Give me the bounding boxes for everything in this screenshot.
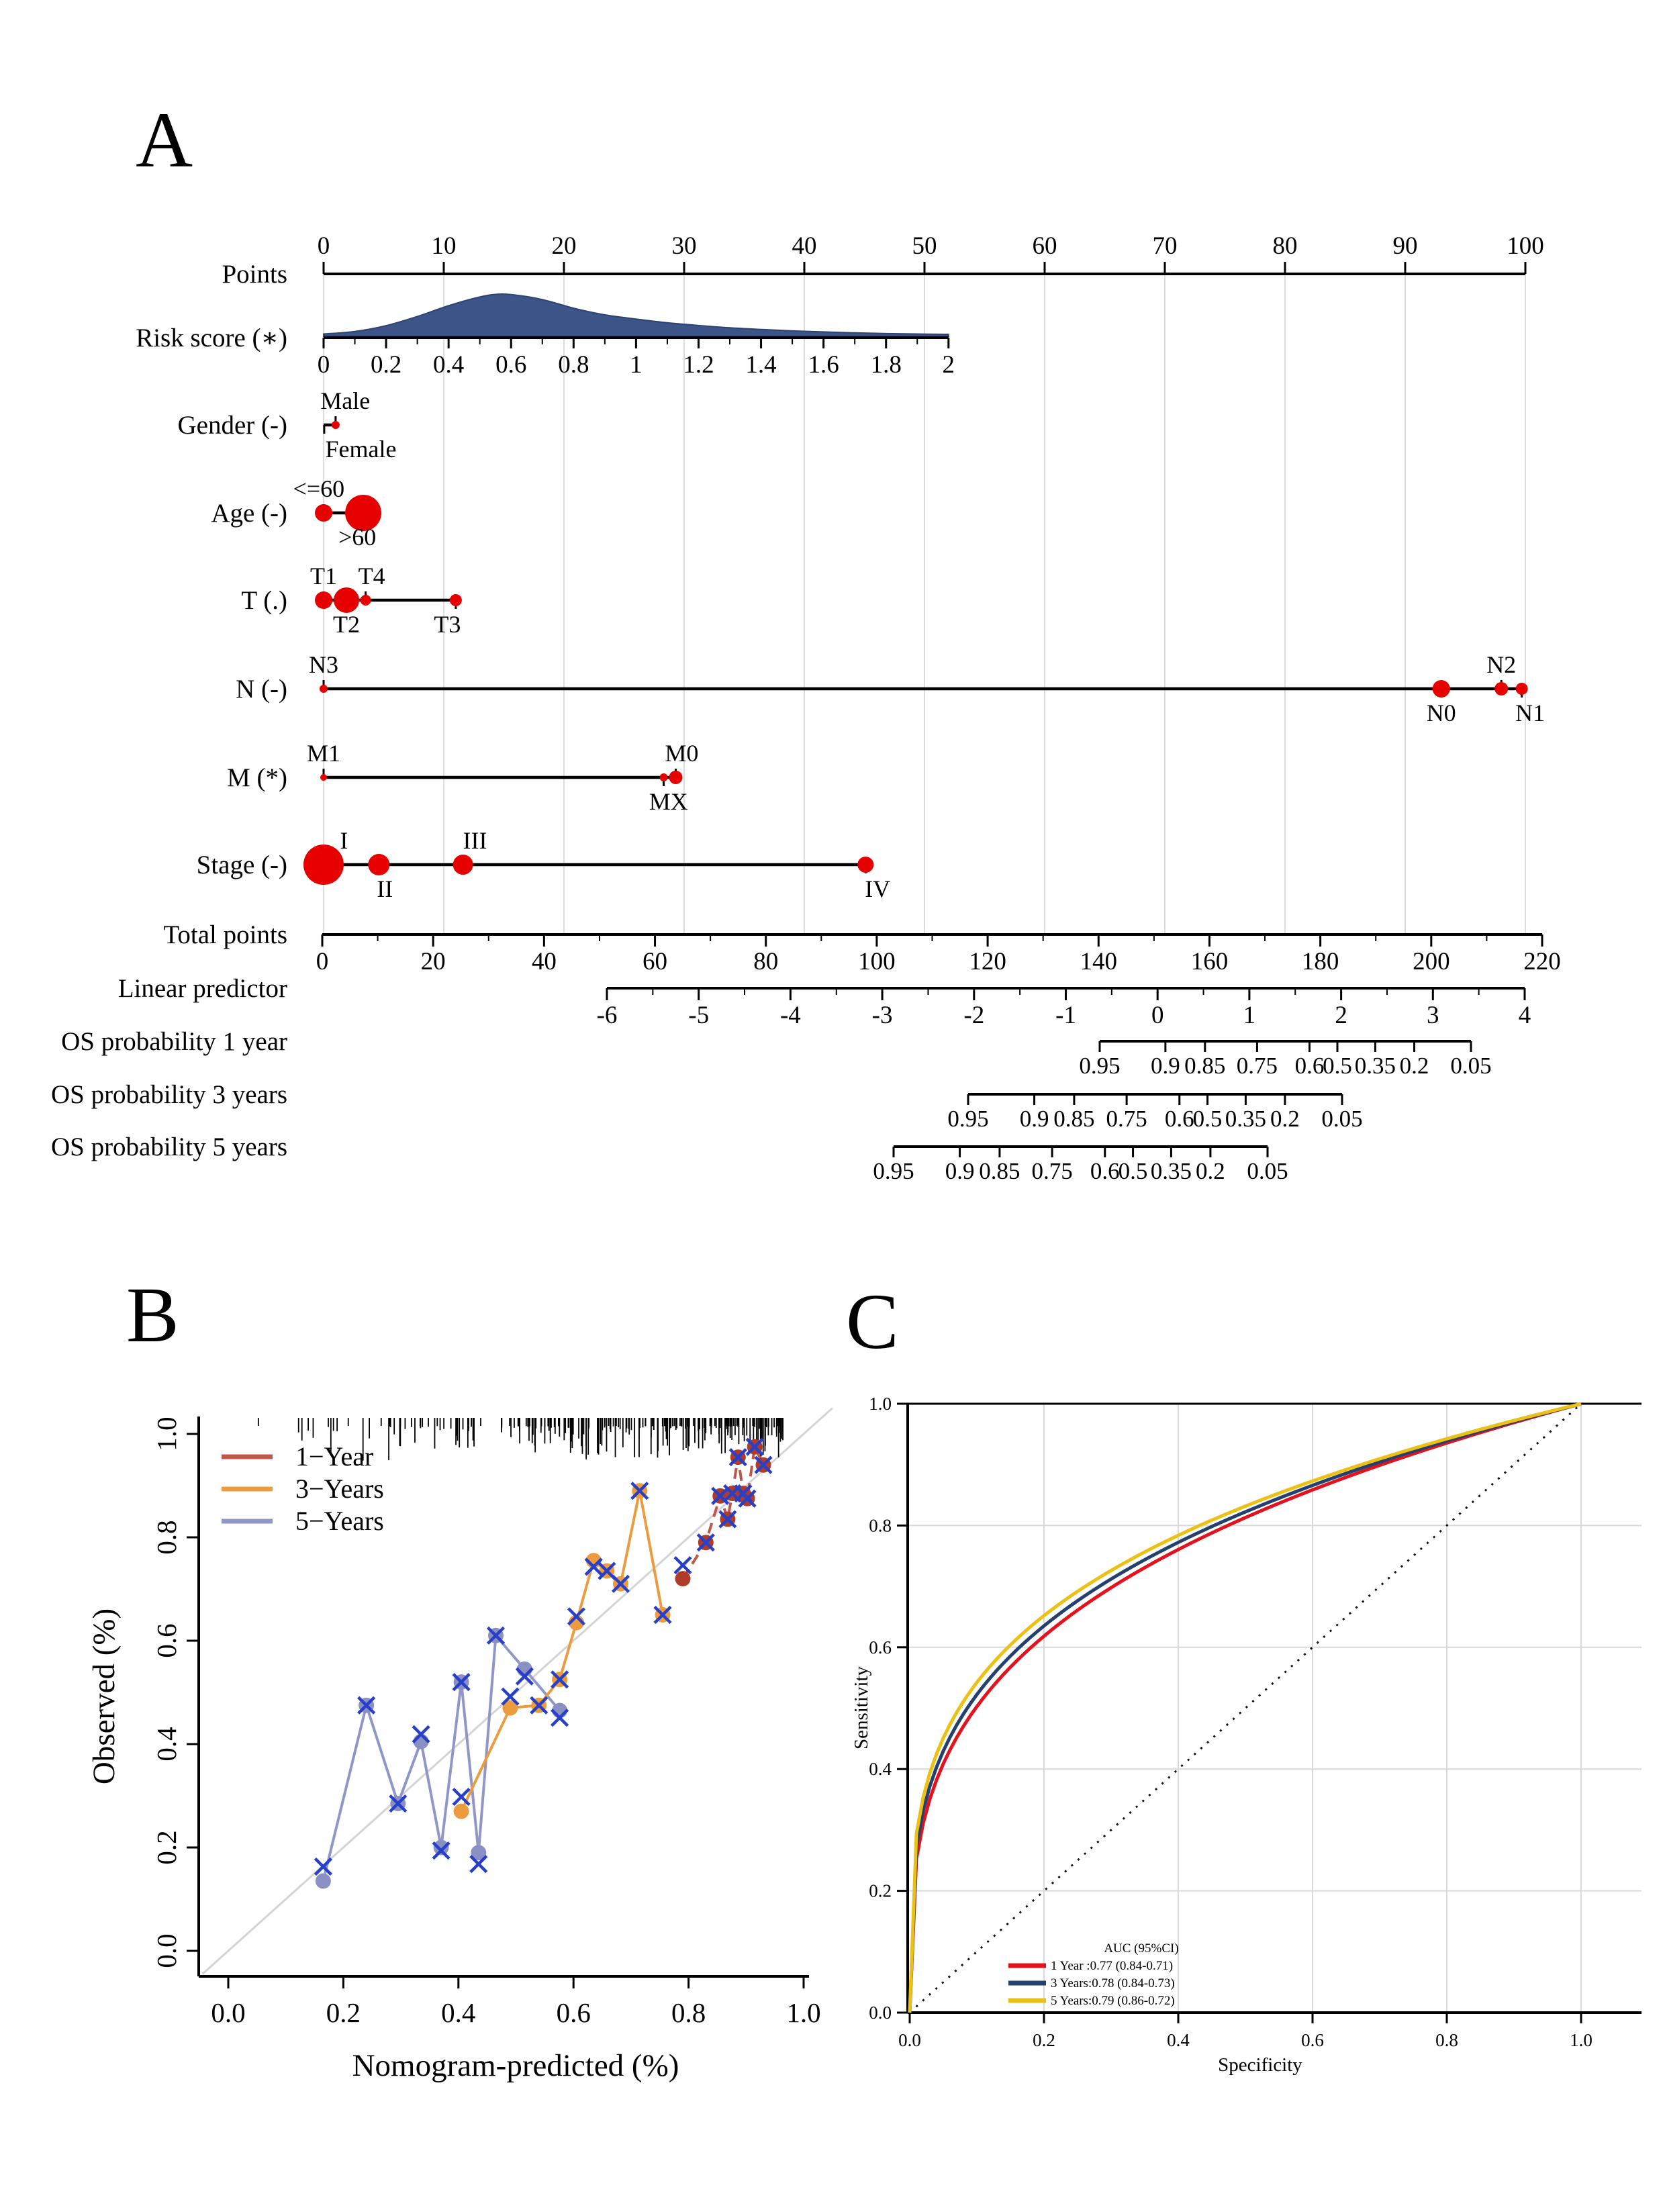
series-point: [434, 1840, 449, 1856]
tick-label: 0.6: [495, 351, 527, 379]
x-tick-label: 0.4: [1167, 2030, 1190, 2050]
tick-label: 0: [317, 351, 330, 379]
tick-label: 140: [1080, 948, 1118, 975]
tick-label: 1.6: [808, 351, 839, 379]
nomogram-row-t: [241, 563, 461, 638]
nomogram-row-linear-predictor: [118, 974, 1531, 1029]
tick-label: -3: [871, 1002, 893, 1029]
tick-label: 1.2: [683, 351, 714, 379]
y-axis-title: Observed (%): [87, 1608, 122, 1785]
tick-label: -4: [779, 1002, 801, 1029]
y-tick-label: 0.4: [151, 1727, 182, 1762]
row-label: OS probability 5 years: [50, 1133, 287, 1161]
x-tick-label: 0.6: [556, 1997, 591, 2028]
row-label: Points: [222, 260, 287, 289]
tick-label: 0: [317, 232, 330, 260]
nomogram-row-os-probability-3-years: [51, 1080, 1363, 1132]
tick-label: 100: [1507, 232, 1544, 260]
item-dot-N2: [1494, 682, 1508, 695]
x-tick-label: 1.0: [1570, 2030, 1592, 2050]
tick-label: 0.95: [947, 1106, 989, 1132]
roc-curve-0.79: [910, 1404, 1581, 2013]
item-label: N1: [1515, 700, 1545, 726]
panel-b-calibration: [87, 1408, 832, 2084]
item-label: T2: [333, 611, 361, 638]
tick-label: 0.2: [1196, 1158, 1225, 1184]
x-tick-label: 0.4: [441, 1997, 476, 2028]
y-tick-label: 0.0: [151, 1933, 182, 1968]
tick-label: 0.5: [1118, 1158, 1148, 1184]
y-tick-label: 0.8: [869, 1515, 892, 1536]
y-tick-label: 0.2: [869, 1880, 892, 1901]
tick-label: 40: [531, 948, 557, 975]
tick-label: -1: [1055, 1002, 1076, 1029]
tick-label: 60: [1032, 232, 1057, 260]
item-dot-T3: [450, 594, 462, 606]
item-label: N2: [1486, 651, 1517, 678]
tick-label: 0.6: [1294, 1053, 1325, 1079]
tick-label: 0: [1151, 1002, 1164, 1029]
legend-label: 3 Years:0.78 (0.84-0.73): [1051, 1976, 1175, 1990]
item-label: >60: [338, 524, 377, 550]
tick-label: 2: [1335, 1002, 1347, 1029]
tick-label: 0.85: [979, 1158, 1020, 1184]
nomogram-row-os-probability-1-year: [61, 1027, 1491, 1079]
item-label: T1: [310, 563, 337, 589]
item-dot-T4: [361, 595, 371, 606]
tick-label: 0: [316, 948, 329, 975]
y-tick-label: 0.2: [151, 1830, 182, 1865]
tick-label: -6: [596, 1002, 618, 1029]
chance-diagonal: [910, 1404, 1581, 2013]
tick-label: 20: [551, 232, 577, 260]
tick-label: 100: [858, 948, 896, 975]
item-label: T3: [434, 611, 461, 638]
tick-label: 180: [1301, 948, 1339, 975]
tick-label: 0.2: [370, 351, 402, 379]
tick-label: 20: [420, 948, 446, 975]
item-dot-M0: [669, 771, 682, 784]
row-label: OS probability 1 year: [61, 1027, 287, 1056]
item-dot-II: [368, 854, 389, 875]
item-label: N3: [309, 651, 338, 678]
tick-label: 0.75: [1236, 1053, 1278, 1079]
item-label: T4: [358, 563, 385, 589]
series-point: [454, 1804, 469, 1819]
row-label: T (.): [241, 586, 287, 615]
tick-label: 3: [1427, 1002, 1439, 1029]
item-label: N0: [1426, 700, 1456, 726]
tick-label: 0.5: [1192, 1106, 1223, 1132]
nomogram-row-age: [211, 475, 381, 550]
nomogram-row-risk-score: [136, 294, 955, 379]
panel-c-label: C: [846, 1278, 899, 1365]
tick-label: 90: [1392, 232, 1418, 260]
panel-a-label: A: [136, 96, 193, 184]
item-label: Female: [325, 436, 397, 463]
tick-label: 0.05: [1247, 1158, 1288, 1184]
tick-label: 10: [431, 232, 457, 260]
tick-label: 0.95: [873, 1158, 914, 1184]
tick-label: 1.4: [745, 351, 777, 379]
nomogram-row-gender: [178, 387, 397, 463]
tick-label: 0.5: [1323, 1053, 1352, 1079]
series-1-year: [675, 1439, 771, 1586]
item-dot-T2: [334, 587, 359, 613]
x-axis-title: Nomogram-predicted (%): [352, 2048, 679, 2083]
legend-title: AUC (95%CI): [1104, 1941, 1179, 1956]
tick-label: 0.75: [1031, 1158, 1073, 1184]
row-label: OS probability 3 years: [50, 1080, 287, 1109]
roc-curve-0.78: [910, 1404, 1581, 2013]
item-label: I: [340, 827, 348, 854]
tick-label: -5: [688, 1002, 710, 1029]
legend-label: 1−Year: [295, 1441, 374, 1472]
tick-label: 0.6: [1090, 1158, 1120, 1184]
roc-legend: [1008, 1941, 1179, 2008]
tick-label: 0.85: [1053, 1106, 1095, 1132]
row-label: Stage (-): [196, 851, 287, 879]
tick-label: 0.4: [433, 351, 465, 379]
nomogram-row-n: [236, 651, 1545, 726]
nomogram-row-os-probability-5-years: [51, 1133, 1288, 1184]
tick-label: 160: [1190, 948, 1229, 975]
item-label: IV: [865, 875, 891, 902]
risk-score-density: [324, 294, 949, 336]
tick-label: 200: [1413, 948, 1450, 975]
y-tick-label: 0.6: [869, 1637, 892, 1657]
series-point: [316, 1874, 331, 1889]
tick-label: 0.05: [1450, 1053, 1492, 1079]
row-label: Linear predictor: [117, 974, 287, 1003]
tick-label: -2: [963, 1002, 985, 1029]
panel-b-label: B: [126, 1271, 179, 1359]
item-label: Male: [320, 387, 371, 414]
nomogram-row-points: [222, 232, 1543, 289]
row-label: Total points: [163, 920, 287, 949]
row-label: Risk score (∗): [136, 324, 287, 352]
item-label: II: [377, 875, 393, 902]
panel-a-nomogram: [51, 232, 1561, 1184]
x-tick-label: 0.6: [1301, 2030, 1324, 2050]
item-dot-N1: [1516, 683, 1528, 695]
x-tick-label: 0.0: [211, 1997, 246, 2028]
legend-label: 3−Years: [295, 1474, 384, 1504]
x-tick-label: 0.0: [898, 2030, 921, 2050]
nomogram-row-stage: [197, 827, 891, 902]
y-tick-label: 1.0: [869, 1394, 892, 1414]
item-label: MX: [649, 788, 688, 815]
item-dot-N0: [1433, 680, 1450, 698]
tick-label: 0.9: [945, 1158, 975, 1184]
item-dot-I: [303, 845, 344, 885]
item-dot-IV: [857, 857, 873, 873]
calibration-legend: [222, 1441, 384, 1536]
item-dot-Male: [332, 421, 340, 429]
y-tick-label: 1.0: [151, 1416, 182, 1451]
legend-label: 1 Year :0.77 (0.84-0.71): [1051, 1959, 1174, 1973]
tick-label: 40: [792, 232, 817, 260]
tick-label: 80: [753, 948, 779, 975]
roc-curve-0.77: [910, 1404, 1581, 2013]
item-dot-N3: [320, 685, 328, 693]
row-label: Age (-): [211, 499, 287, 528]
tick-label: 0.2: [1399, 1053, 1429, 1079]
item-label: <=60: [293, 475, 345, 502]
tick-label: 120: [969, 948, 1006, 975]
row-label: N (-): [236, 675, 287, 704]
x-tick-label: 0.8: [671, 1997, 706, 2028]
legend-label: 5 Years:0.79 (0.86-0.72): [1051, 1994, 1175, 2008]
item-label: III: [463, 827, 487, 854]
item-label: M1: [306, 740, 341, 767]
legend-label: 5−Years: [295, 1506, 384, 1536]
tick-label: 50: [912, 232, 937, 260]
tick-label: 0.95: [1079, 1053, 1121, 1079]
tick-label: 1.8: [870, 351, 902, 379]
x-tick-label: 0.8: [1435, 2030, 1458, 2050]
nomogram-row-m: [227, 740, 698, 815]
tick-label: 2: [942, 351, 955, 379]
tick-label: 80: [1272, 232, 1298, 260]
tick-label: 60: [643, 948, 668, 975]
item-dot-III: [453, 855, 473, 875]
tick-label: 70: [1152, 232, 1178, 260]
tick-label: 0.9: [1150, 1053, 1180, 1079]
x-axis-title: Specificity: [1218, 2054, 1302, 2076]
y-tick-label: 0.6: [151, 1623, 182, 1658]
tick-label: 1: [630, 351, 643, 379]
tick-label: 0.6: [1164, 1106, 1194, 1132]
item-dot-T1: [315, 591, 332, 609]
item-dot-M1: [320, 774, 327, 781]
y-tick-label: 0.8: [151, 1520, 182, 1555]
tick-label: 0.85: [1184, 1053, 1226, 1079]
y-tick-label: 0.4: [869, 1759, 892, 1780]
row-label: Gender (-): [177, 411, 287, 440]
tick-label: 30: [671, 232, 697, 260]
row-label: M (*): [227, 763, 287, 792]
tick-label: 0.9: [1019, 1106, 1049, 1132]
tick-label: 4: [1518, 1002, 1531, 1029]
panel-c-roc: [851, 1394, 1642, 2076]
x-tick-label: 1.0: [786, 1997, 821, 2028]
y-tick-label: 0.0: [869, 2003, 892, 2023]
item-dot-MX: [660, 773, 668, 781]
tick-label: 0.35: [1225, 1106, 1267, 1132]
tick-label: 0.8: [558, 351, 589, 379]
series-point: [675, 1571, 691, 1586]
nomogram-row-total-points: [163, 920, 1560, 975]
item-dot-<=60: [315, 504, 332, 522]
tick-label: 0.2: [1270, 1106, 1300, 1132]
tick-label: 0.75: [1106, 1106, 1147, 1132]
tick-label: 1: [1243, 1002, 1256, 1029]
tick-label: 0.35: [1354, 1053, 1396, 1079]
x-tick-label: 0.2: [1033, 2030, 1055, 2050]
item-label: M0: [665, 740, 699, 767]
tick-label: 220: [1523, 948, 1561, 975]
x-tick-label: 0.2: [326, 1997, 361, 2028]
tick-label: 0.05: [1321, 1106, 1363, 1132]
tick-label: 0.35: [1150, 1158, 1192, 1184]
y-axis-title: Sensitivity: [851, 1666, 872, 1750]
